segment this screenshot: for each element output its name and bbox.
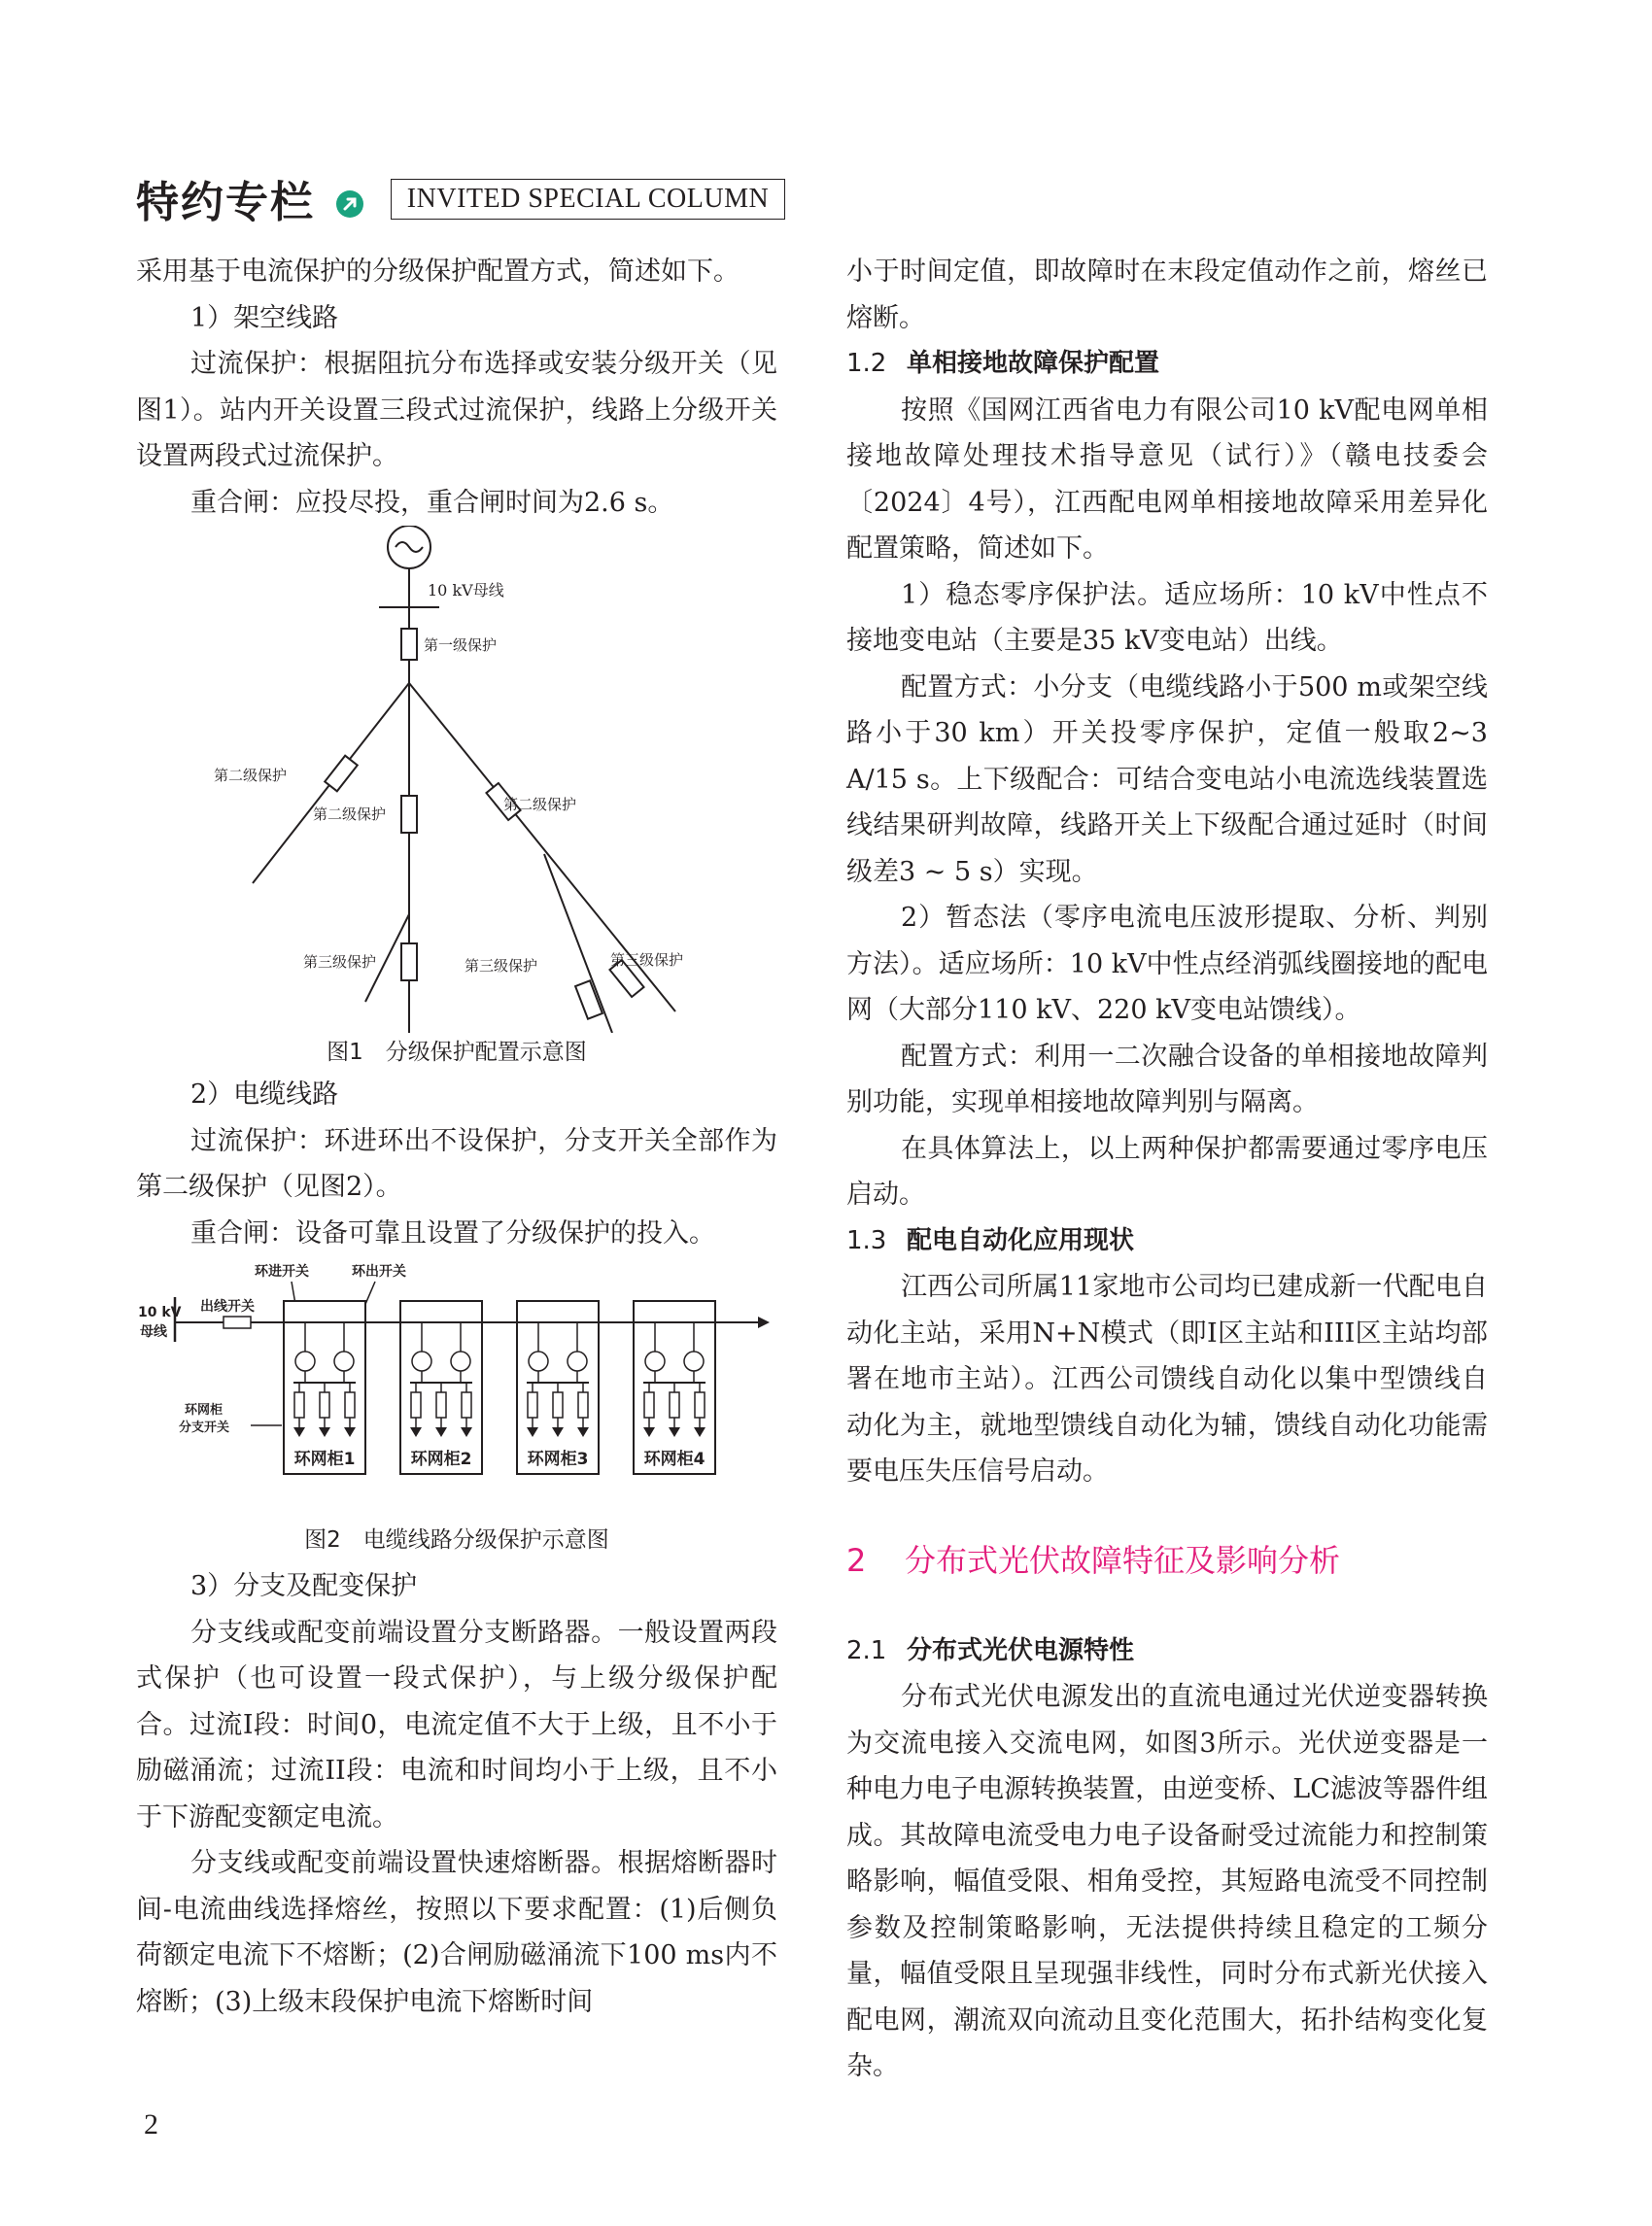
label-level2-left: 第二级保护	[214, 767, 288, 784]
right-column	[846, 249, 1488, 2090]
paragraph: 重合闸：应投尽投，重合闸时间为2.6 s。	[190, 487, 674, 518]
paragraph: 小于时间定值，即故障时在末段定值动作之前，熔丝已熔断。	[846, 257, 1488, 333]
figure-1	[136, 526, 777, 1072]
ring-in-label: 环进开关	[255, 1264, 309, 1280]
ring-switch	[412, 1352, 431, 1371]
paragraph: 在具体算法上，以上两种保护都需要通过零序电压启动。	[846, 1133, 1488, 1210]
paragraph: 重合闸：设备可靠且设置了分级保护的投入。	[190, 1217, 715, 1249]
section-number: 2.1	[846, 1635, 887, 1665]
ring-switch	[334, 1352, 354, 1371]
section-title: 分布式光伏电源特性	[907, 1635, 1135, 1665]
figure-2-caption: 图2 电缆线路分级保护示意图	[304, 1527, 609, 1553]
branch-switch	[462, 1392, 471, 1418]
paragraph: 配置方式：小分支（电缆线路小于500 m或架空线路小于30 km）开关投零序保护，定值一般取2~3 A/15 s。上下级配合：可结合变电站小电流选线装置选线结果研判故障，线路开关上下级配合通过延时（时间级差3 ~ 5 s）实现。	[846, 671, 1488, 887]
branch-switch	[320, 1392, 329, 1418]
label-level1: 第一级保护	[424, 636, 498, 654]
section-title: 配电自动化应用现状	[907, 1225, 1135, 1255]
ring-switch	[568, 1352, 587, 1371]
left-column	[136, 249, 777, 2025]
ring-switch	[295, 1352, 315, 1371]
label-level3-mid: 第三级保护	[303, 953, 377, 971]
section-title: 单相接地故障保护配置	[907, 349, 1160, 378]
paragraph: 江西公司所属11家地市公司均已建成新一代配电自动化主站，采用N+N模式（即I区主站和III区主站均部署在地市主站）。江西公司馈线自动化以集中型馈线自动化为主，就地型馈线自动化为辅，馈线自动化功能需要电压失压信号启动。	[846, 1272, 1488, 1487]
ring-switch	[645, 1352, 665, 1371]
paragraph: 过流保护：根据阻抗分布选择或安装分级开关（见图1）。站内开关设置三段式过流保护，线路上分级开关设置两段式过流保护。	[136, 349, 777, 471]
cabinet-label: 环网柜3	[527, 1450, 589, 1469]
outlet-label: 出线开关	[200, 1299, 255, 1315]
ring-out-label: 环出开关	[352, 1264, 406, 1280]
branch-label-1: 环网柜	[185, 1403, 224, 1418]
figure-2	[136, 1262, 777, 1563]
branch-switch	[578, 1392, 588, 1418]
cabinet-label: 环网柜4	[643, 1450, 706, 1469]
label-level2-right: 第二级保护	[503, 796, 577, 813]
section-heading-2	[846, 1531, 1488, 1590]
list-heading: 3）分支及配变保护	[190, 1571, 418, 1601]
paragraph: 按照《国网江西省电力有限公司10 kV配电网单相接地故障处理技术指导意见（试行）》（赣电技委会〔2024〕4号），江西配电网单相接地故障采用差异化配置策略，简述如下。	[846, 394, 1488, 564]
branch-switch	[411, 1392, 421, 1418]
figure-2-diagram	[136, 1262, 777, 1517]
switch-level2-mid	[401, 796, 417, 833]
paragraph: 分支线或配变前端设置快速熔断器。根据熔断器时间-电流曲线选择熔丝，按照以下要求配置：(1)后侧负荷额定电流下不熔断；(2)合闸励磁涌流下100 ms内不熔断；(3)上级末段保护电流下熔断时间	[136, 1848, 777, 2017]
label-level3-b: 第三级保护	[610, 951, 684, 969]
bus-label-1: 10 kV	[138, 1305, 182, 1320]
paragraph: 1）稳态零序保护法。适应场所：10 kV中性点不接地变电站（主要是35 kV变电站）出线。	[846, 579, 1488, 656]
outlet-switch	[224, 1317, 251, 1328]
paragraph: 分布式光伏电源发出的直流电通过光伏逆变器转换为交流电接入交流电网，如图3所示。光伏逆变器是一种电力电子电源转换装置，由逆变桥、LC滤波等器件组成。其故障电流受电力电子设备耐受过流能力和控制策略影响，幅值受限、相角受控，其短路电流受不同控制参数及控制策略影响，无法提供持续且稳定的工频分量，幅值受限且呈现强非线性，同时分布式新光伏接入配电网，潮流双向流动且变化范围大，拓扑结构变化复杂。	[846, 1682, 1488, 2081]
paragraph: 2）暂态法（零序电流电压波形提取、分析、判别方法）。适应场所：10 kV中性点经消弧线圈接地的配电网（大部分110 kV、220 kV变电站馈线）。	[846, 903, 1488, 1025]
section-heading-1-2	[846, 341, 1488, 388]
switch-level2-left	[325, 756, 358, 792]
bus-label: 10 kV母线	[428, 581, 504, 599]
branch-switch	[436, 1392, 446, 1418]
column-title: 特约专栏	[136, 178, 315, 227]
figure-1-diagram	[136, 526, 777, 1033]
paragraph: 采用基于电流保护的分级保护配置方式，简述如下。	[136, 257, 740, 287]
paragraph: 分支线或配变前端设置分支断路器。一般设置两段式保护（也可设置一段式保护），与上级分级保护配合。过流I段：时间0，电流定值不大于上级，且不小于励磁涌流；过流II段：电流和时间均小于上级，且不小于下游配变额定电流。	[136, 1617, 777, 1832]
cabinet-label: 环网柜2	[410, 1450, 472, 1469]
section-heading-1-3	[846, 1218, 1488, 1265]
switch-level1	[401, 629, 417, 660]
ring-switch	[684, 1352, 704, 1371]
branch-label-2: 分支开关	[179, 1421, 230, 1435]
branch-switch	[528, 1392, 537, 1418]
cabinet-label: 环网柜1	[293, 1450, 356, 1469]
arrow-circle-icon	[336, 190, 363, 218]
branch-switch	[294, 1392, 304, 1418]
branch-switch	[670, 1392, 679, 1418]
list-heading: 2）电缆线路	[190, 1079, 339, 1110]
branch-switch	[644, 1392, 654, 1418]
branch-switch	[345, 1392, 355, 1418]
bus-label-2: 母线	[140, 1324, 167, 1340]
section-heading-2-1	[846, 1628, 1488, 1675]
branch-switch	[553, 1392, 563, 1418]
paragraph: 过流保护：环进环出不设保护，分支开关全部作为第二级保护（见图2）。	[136, 1125, 777, 1202]
section-number: 1.2	[846, 349, 887, 378]
paragraph: 配置方式：利用一二次融合设备的单相接地故障判别功能，实现单相接地故障判别与隔离。	[846, 1041, 1488, 1117]
switch-level3-a	[575, 980, 602, 1018]
ring-switch	[451, 1352, 470, 1371]
branch-switch	[695, 1392, 705, 1418]
label-level3-a: 第三级保护	[465, 957, 538, 975]
list-heading: 1）架空线路	[190, 302, 339, 333]
figure-1-caption: 图1 分级保护配置示意图	[327, 1040, 587, 1065]
label-level2-mid: 第二级保护	[313, 805, 387, 823]
ring-switch	[529, 1352, 548, 1371]
section-number: 1.3	[846, 1225, 887, 1255]
column-english-label: INVITED SPECIAL COLUMN	[391, 179, 785, 220]
switch-level3-mid	[401, 943, 417, 980]
section-title: 分布式光伏故障特征及影响分析	[905, 1541, 1341, 1579]
section-number: 2	[846, 1541, 867, 1579]
page-number: 2	[144, 2108, 158, 2140]
